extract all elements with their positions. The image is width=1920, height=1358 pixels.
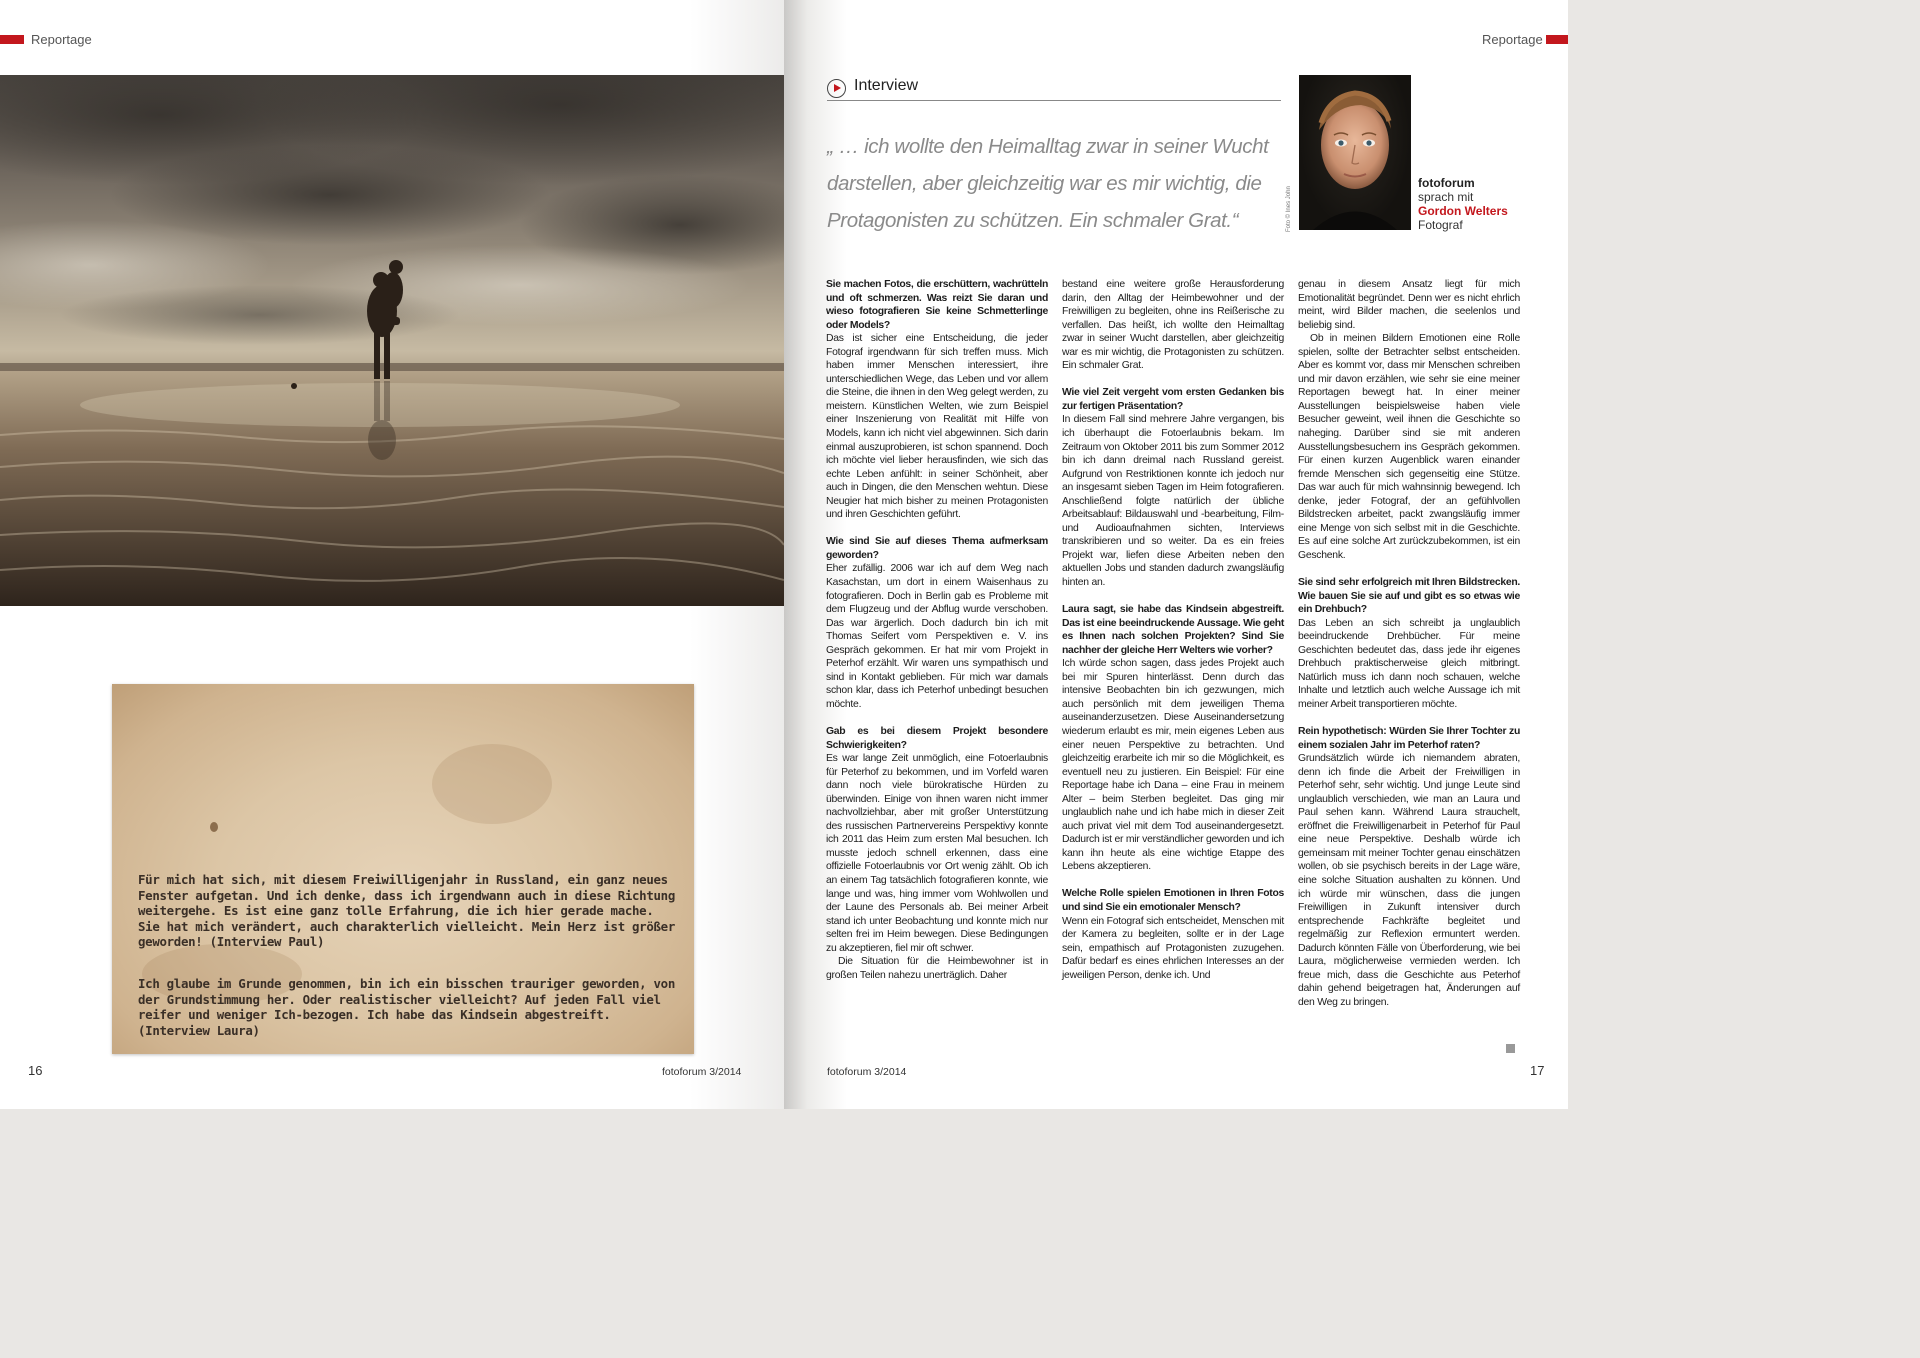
section-label-right: Reportage [1482, 32, 1543, 47]
interview-answer: Wenn ein Fotograf sich entscheidet, Menschen mit der Kamera zu begleiten, sollte er in der Lage sein, empathisch auf Protagonisten zuzugehen. Dafür bedarf es eines ehrlichen Interesses an der jeweiligen Person, denke ich. Und [1062, 915, 1284, 981]
interview-question: Sie machen Fotos, die erschüttern, wachrütteln und oft schmerzen. Was reizt Sie daran und wieso fotografieren Sie keine Schmetterlinge oder Models? [826, 279, 1048, 331]
right-page [784, 0, 1568, 1109]
interview-header [827, 77, 1281, 101]
section-marker-left [0, 35, 24, 44]
page-number-right: 17 [1530, 1063, 1545, 1078]
byline-role: Fotograf [1418, 218, 1463, 232]
typed-note-card [112, 684, 694, 1054]
byline-name: Gordon Welters [1418, 204, 1508, 218]
pull-quote: „ … ich wollte den Heimalltag zwar in seiner Wucht darstellen, aber gleichzeitig war es mir wichtig, die Protagonisten zu schützen. Ein schmaler Grat.“ [827, 135, 1269, 232]
interview-answer: genau in diesem Ansatz liegt für mich Emotionalität begründet. Denn wer es nicht ehrlich meint, wird Bilder machen, die seelenlos und beliebig sind. [1298, 279, 1520, 331]
footer-magazine-right: fotoforum 3/2014 [827, 1066, 907, 1078]
footer-magazine-left: fotoforum 3/2014 [662, 1066, 742, 1078]
section-marker-right [1546, 35, 1568, 44]
photo-credit: Foto © Ines John [1286, 186, 1292, 232]
interview-question: Welche Rolle spielen Emotionen in Ihren Fotos und sind Sie ein emotionaler Mensch? [1062, 888, 1284, 914]
byline [1418, 176, 1508, 232]
interview-answer: Eher zufällig. 2006 war ich auf dem Weg nach Kasachstan, um dort in einem Waisenhaus zu fotografieren. Doch in Berlin gab es Probleme mit dem Flugzeug und der Abflug wurde verschoben. Das war ärgerlich. Doch dadurch bin ich mit Thomas Seifert vom Perspektiven e. V. ins Gespräch gekommen. Er hat mir vom Projekt in Peterhof erzählt. Wir waren uns sympathisch und sind in Kontakt geblieben. Für mich war damals schon klar, dass ich Peterhof unbedingt besuchen möchte. [826, 563, 1048, 710]
play-circle-icon [827, 79, 846, 98]
note-stain [210, 822, 218, 832]
interview-answer: Das ist sicher eine Entscheidung, die jeder Fotograf irgendwann für sich treffen muss. Mich haben immer Menschen interessiert, ihre unterschiedlichen Wege, das Leben und vor allem die Steine, die ihnen in den Weg gelegt werden, zu meistern. Künstlichen Welten, wie zum Beispiel einer Inszenierung von Realität mit Hilfe von Models, kann ich nicht viel abgewinnen. Sich darin einmal auszuprobieren, ist schon spannend. Doch ich möchte viel lieber herausfinden, wie sich das echte Leben anfühlt: in seiner Schönheit, aber auch in Dingen, die den Menschen wehtun. Diese Neugier hat mich bisher zu meinen Protagonisten und ihren Geschichten geführt. [826, 333, 1048, 521]
interview-label: Interview [854, 77, 919, 94]
interview-question: Rein hypothetisch: Würden Sie Ihrer Tochter zu einem sozialen Jahr im Peterhof raten? [1298, 725, 1520, 751]
interview-answer: In diesem Fall sind mehrere Jahre vergangen, bis ich überhaupt die Fotoerlaubnis bekam. Im Zeitraum von Oktober 2011 bis zum Sommer 2012 bin ich dann dreimal nach Russland gereist. Aufgrund von Restriktionen konnte ich jedoch nur an insgesamt sieben Tagen im Heim fotografieren. Anschließend folgte natürlich der übliche Arbeitsablauf: Bildauswahl und -bearbeitung, Film- und Audioaufnahmen sichten, Interviews transkribieren und so weiter. Da es ein freies Projekt war, liefen diese Arbeiten neben den aktuellen Jobs und standen dadurch zwangsläufig hinten an. [1062, 414, 1284, 588]
interview-answer: bestand eine weitere große Herausforderung darin, den Alltag der Heimbewohner und der Freiwilligen zu begleiten, ohne ins Reißerische zu verfallen. Das heißt, ich wollte den Heimalltag zwar in seiner Wucht darstellen, aber gleichzeitig war es mir wichtig, die Protagonisten zu schützen. Ein schmaler Grat. [1062, 279, 1284, 372]
article-column-1 [826, 278, 1048, 982]
article-column-3 [1298, 278, 1520, 1009]
typed-quote-paul: Für mich hat sich, mit diesem Freiwilligenjahr in Russland, ein ganz neues Fenster aufgetan. Und ich denke, dass ich irgendwann auch in diese Richtung weitergehe. Es ist eine ganz tolle Erfahrung, die ich hier gerade mache. Sie hat mich verändert, auch charakterlich vielleicht. Mein Herz ist größer geworden! (Interview Paul) [138, 872, 675, 949]
typed-quote-laura: Ich glaube im Grunde genommen, bin ich ein bisschen trauriger geworden, von der Grundstimmung her. Oder realistischer vielleicht? Auf jeden Fall viel reifer und weniger Ich-bezogen. Ich habe das Kindsein abgestreift. (Interview Laura) [138, 976, 675, 1038]
note-stain [432, 744, 552, 824]
byline-verb: sprach mit [1418, 190, 1474, 204]
interview-answer: Die Situation für die Heimbewohner ist in großen Teilen nahezu unerträglich. Daher [826, 956, 1048, 981]
interview-answer: Grundsätzlich würde ich niemandem abraten, denn ich finde die Arbeit der Freiwilligen in Peterhof sehr, sehr wichtig. Und junge Leute sind unglaublich verschieden, wie man an Laura und Paul sehen kann. Während Laura strauchelt, eröffnet die Freiwilligenarbeit in Peterhof für Paul eine neue Perspektive. Deshalb würde ich gemeinsam mit meiner Tochter genau einschätzen wollen, ob sie psychisch bereits in der Lage wäre, eine solche Situation aushalten zu können. Und ich würde mir wünschen, dass die jungen Freiwilligen in Zukunft intensiver durch entsprechende Fachkräfte begleitet und regelmäßig zur Reflexion ermuntert werden. Dadurch könnten Fälle von Überforderung, wie bei Laura, möglicherweise vermieden werden. Ich freue mich, dass die Geschichte aus Peterhof dahin gehend beigetragen hat, Änderungen auf den Weg zu bringen. [1298, 753, 1520, 1008]
interview-question: Gab es bei diesem Projekt besondere Schwierigkeiten? [826, 725, 1048, 751]
interview-question: Wie viel Zeit vergeht vom ersten Gedanken bis zur fertigen Präsentation? [1062, 387, 1284, 412]
square-end-mark-icon [1506, 1044, 1515, 1053]
byline-magazine: fotoforum [1418, 176, 1475, 190]
interview-answer: Es war lange Zeit unmöglich, eine Fotoerlaubnis für Peterhof zu bekommen, und im Vorfeld waren dann noch viele bürokratische Hürden zu überwinden. Einige von ihnen waren nicht immer nachvollziehbar, aber mit großer Unterstützung des russischen Partnervereins Perspektivy konnte ich 2011 das Heim zum ersten Mal besuchen. Ich musste jedoch schnell erkennen, dass eine offizielle Fotoerlaubnis vor Ort wenig zählt. Ob ich an einem Tag tatsächlich fotografieren konnte, wie lange und was, hing immer vom Wohlwollen und der Laune des Personals ab. Bei meiner Arbeit stand ich unter Beobachtung und konnte mich nur selten frei im Heim bewegen. Diese Bedingungen zu akzeptieren, fiel mir oft schwer. [826, 753, 1048, 954]
portrait-photo [1299, 75, 1411, 230]
cloud-layer [0, 75, 784, 606]
portrait-illustration [1299, 75, 1411, 230]
section-label-left: Reportage [31, 32, 92, 47]
interview-question: Wie sind Sie auf dieses Thema aufmerksam geworden? [826, 536, 1048, 561]
page-number-left: 16 [28, 1063, 43, 1078]
interview-question: Sie sind sehr erfolgreich mit Ihren Bildstrecken. Wie bauen Sie sie auf und gibt es so etwas wie ein Drehbuch? [1298, 576, 1520, 616]
interview-answer: Ich würde schon sagen, dass jedes Projekt auch bei mir Spuren hinterlässt. Denn durch das intensive Beobachten bin ich gezwungen, mich auch persönlich mit dem jeweiligen Thema auseinanderzusetzen. Diese Auseinandersetzung wiederum erlaubt es mir, mein eigenes Leben aus einer neuen Perspektive zu betrachten. Und gleichzeitig erarbeite ich mir so die Möglichkeit, es eventuell neu zu justieren. Ein Beispiel: Für eine Reportage habe ich Dana – eine Frau in meinem Alter – beim Sterben begleitet. Das ging mir unglaublich nahe und ich habe mich in dieser Zeit auch privat viel mit dem Tod auseinandergesetzt. Dadurch ist er mir verständlicher geworden und ich kann ihn heute als eine wichtige Etappe des Lebens akzeptieren. [1062, 658, 1284, 873]
article-column-2 [1062, 278, 1284, 982]
left-page [0, 0, 784, 1109]
interview-answer: Ob in meinen Bildern Emotionen eine Rolle spielen, sollte der Betrachter selbst entscheiden. Aber es kommt vor, dass mir Menschen schreiben und mir davon erzählen, wie sehr sie eine meiner Reportagen bewegt hat. In einer meiner Ausstellungen beispielsweise haben viele Besucher geweint, weil ihnen die Geschichte so naheging. Darüber sind sie mit anderen Ausstellungsbesuchern ins Gespräch gekommen. Für einen kurzen Augenblick waren einander fremde Menschen sich gegenseitig eine Stütze. Das war auch für mich wahnsinnig bewegend. Ich denke, jeder Fotograf, der an gefühlvollen Bildstrecken arbeitet, packt zwangsläufig immer eine Menge von sich selbst mit in die Geschichte. Es auf eine solche Art zurückzubekommen, ist ein Geschenk. [1298, 333, 1520, 561]
interview-answer: Das Leben an sich schreibt ja unglaublich beeindruckende Drehbücher. Für meine Geschichten bedeutet das, dass jede ihr eigenes Drehbuch praktischerweise gleich mitbringt. Natürlich muss ich dann noch schauen, welche Inhalte und letztlich auch welche Aussage ich mit meiner Arbeit transportieren möchte. [1298, 617, 1520, 710]
beach-photo [0, 75, 784, 606]
interview-question: Laura sagt, sie habe das Kindsein abgestreift. Das ist eine beeindruckende Aussage. Wie geht es Ihnen nach solchen Projekten? Sind Sie nachher der gleiche Herr Welters wie vorher? [1062, 604, 1284, 656]
